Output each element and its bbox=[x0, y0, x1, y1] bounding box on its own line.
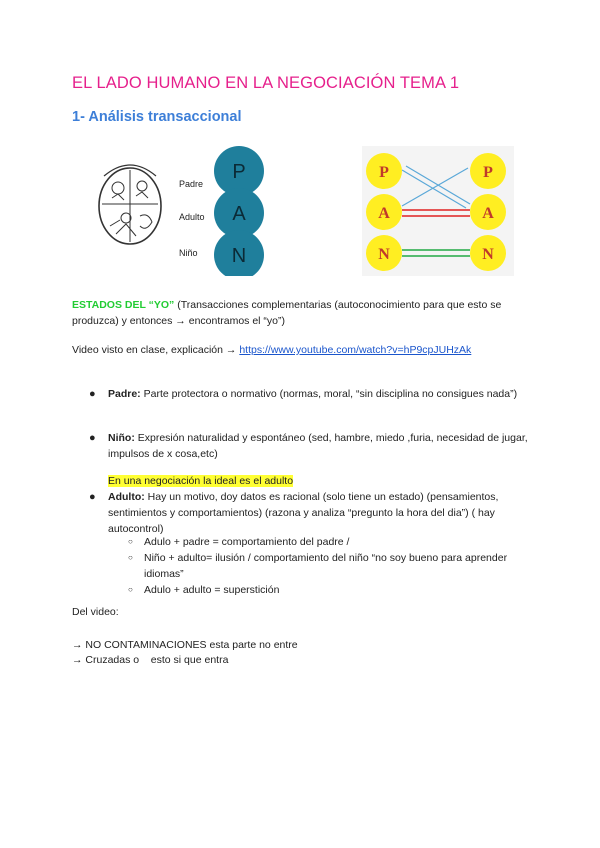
adulto-text: Hay un motivo, doy datos es racional (solo tiene un estado) (pensamientos, sentimientos y comportamientos) (razona y analiza “pregunto la hora del dia”) ( hay autocontrol) bbox=[108, 491, 499, 535]
subitem-2: Niño + adulto= ilusión / comportamiento del niño “no soy bueno para aprender idiomas” bbox=[144, 552, 508, 580]
label-nino: Niño bbox=[179, 248, 198, 258]
del-video-heading: Del video: bbox=[72, 606, 119, 618]
letter-left-p: P bbox=[379, 164, 389, 181]
padre-label: Padre: bbox=[108, 388, 141, 400]
head-sketch-illustration bbox=[99, 165, 161, 244]
subitem-1: Adulo + padre = comportamiento del padre / bbox=[144, 536, 350, 548]
label-adulto: Adulto bbox=[179, 212, 205, 222]
nino-label: Niño: bbox=[108, 432, 135, 444]
arrow-line-2: → Cruzadas o esto si que entra bbox=[72, 654, 229, 666]
bullet-padre bbox=[108, 386, 528, 402]
sub-bullet: ○ bbox=[128, 585, 133, 594]
letter-n: N bbox=[231, 245, 247, 267]
letter-left-n: N bbox=[378, 246, 390, 263]
sub-bullet: ○ bbox=[128, 553, 133, 562]
bullet-dot: ● bbox=[89, 432, 96, 444]
transactions-diagram-figure bbox=[362, 146, 514, 276]
subitem-3: Adulo + adulto = superstición bbox=[144, 584, 280, 596]
pan-diagram-figure bbox=[96, 146, 266, 276]
letter-right-n: N bbox=[482, 246, 494, 263]
label-padre: Padre bbox=[179, 179, 204, 189]
letter-a: A bbox=[232, 203, 246, 225]
page-title: EL LADO HUMANO EN LA NEGOCIACIÓN TEMA 1 bbox=[72, 74, 460, 92]
estados-label: ESTADOS DEL “YO” bbox=[72, 299, 175, 311]
letter-p: P bbox=[232, 161, 246, 183]
sub-bullet: ○ bbox=[128, 537, 133, 546]
highlight-line bbox=[108, 473, 528, 489]
bullet-dot: ● bbox=[89, 388, 96, 400]
youtube-link[interactable]: https://www.youtube.com/watch?v=hP9cpJUHzAk bbox=[239, 344, 472, 356]
adulto-label: Adulto: bbox=[108, 491, 145, 503]
estados-paragraph bbox=[72, 297, 532, 329]
nino-text: Expresión naturalidad y espontáneo (sed, hambre, miedo ,furia, necesidad de jugar, impulsos de x cosa,etc) bbox=[108, 432, 528, 460]
highlight-text: En una negociación la ideal es el adulto bbox=[108, 475, 294, 487]
letter-right-a: A bbox=[482, 205, 494, 222]
bullet-dot: ● bbox=[89, 491, 96, 503]
section-heading: 1- Análisis transaccional bbox=[72, 109, 242, 125]
estados-text: (Transacciones complementarias (autoconocimiento para que esto se produzca) y entonces → encontramos el “yo”) bbox=[72, 299, 502, 327]
letter-left-a: A bbox=[378, 205, 390, 222]
arrow-line-1: → NO CONTAMINACIONES esta parte no entre bbox=[72, 639, 298, 651]
padre-text: Parte protectora o normativo (normas, moral, “sin disciplina no consigues nada”) bbox=[140, 388, 518, 400]
bullet-adulto bbox=[108, 489, 528, 537]
video-text: Video visto en clase, explicación → bbox=[72, 344, 240, 356]
letter-right-p: P bbox=[483, 164, 493, 181]
bullet-nino bbox=[108, 430, 528, 462]
video-paragraph bbox=[72, 342, 532, 358]
